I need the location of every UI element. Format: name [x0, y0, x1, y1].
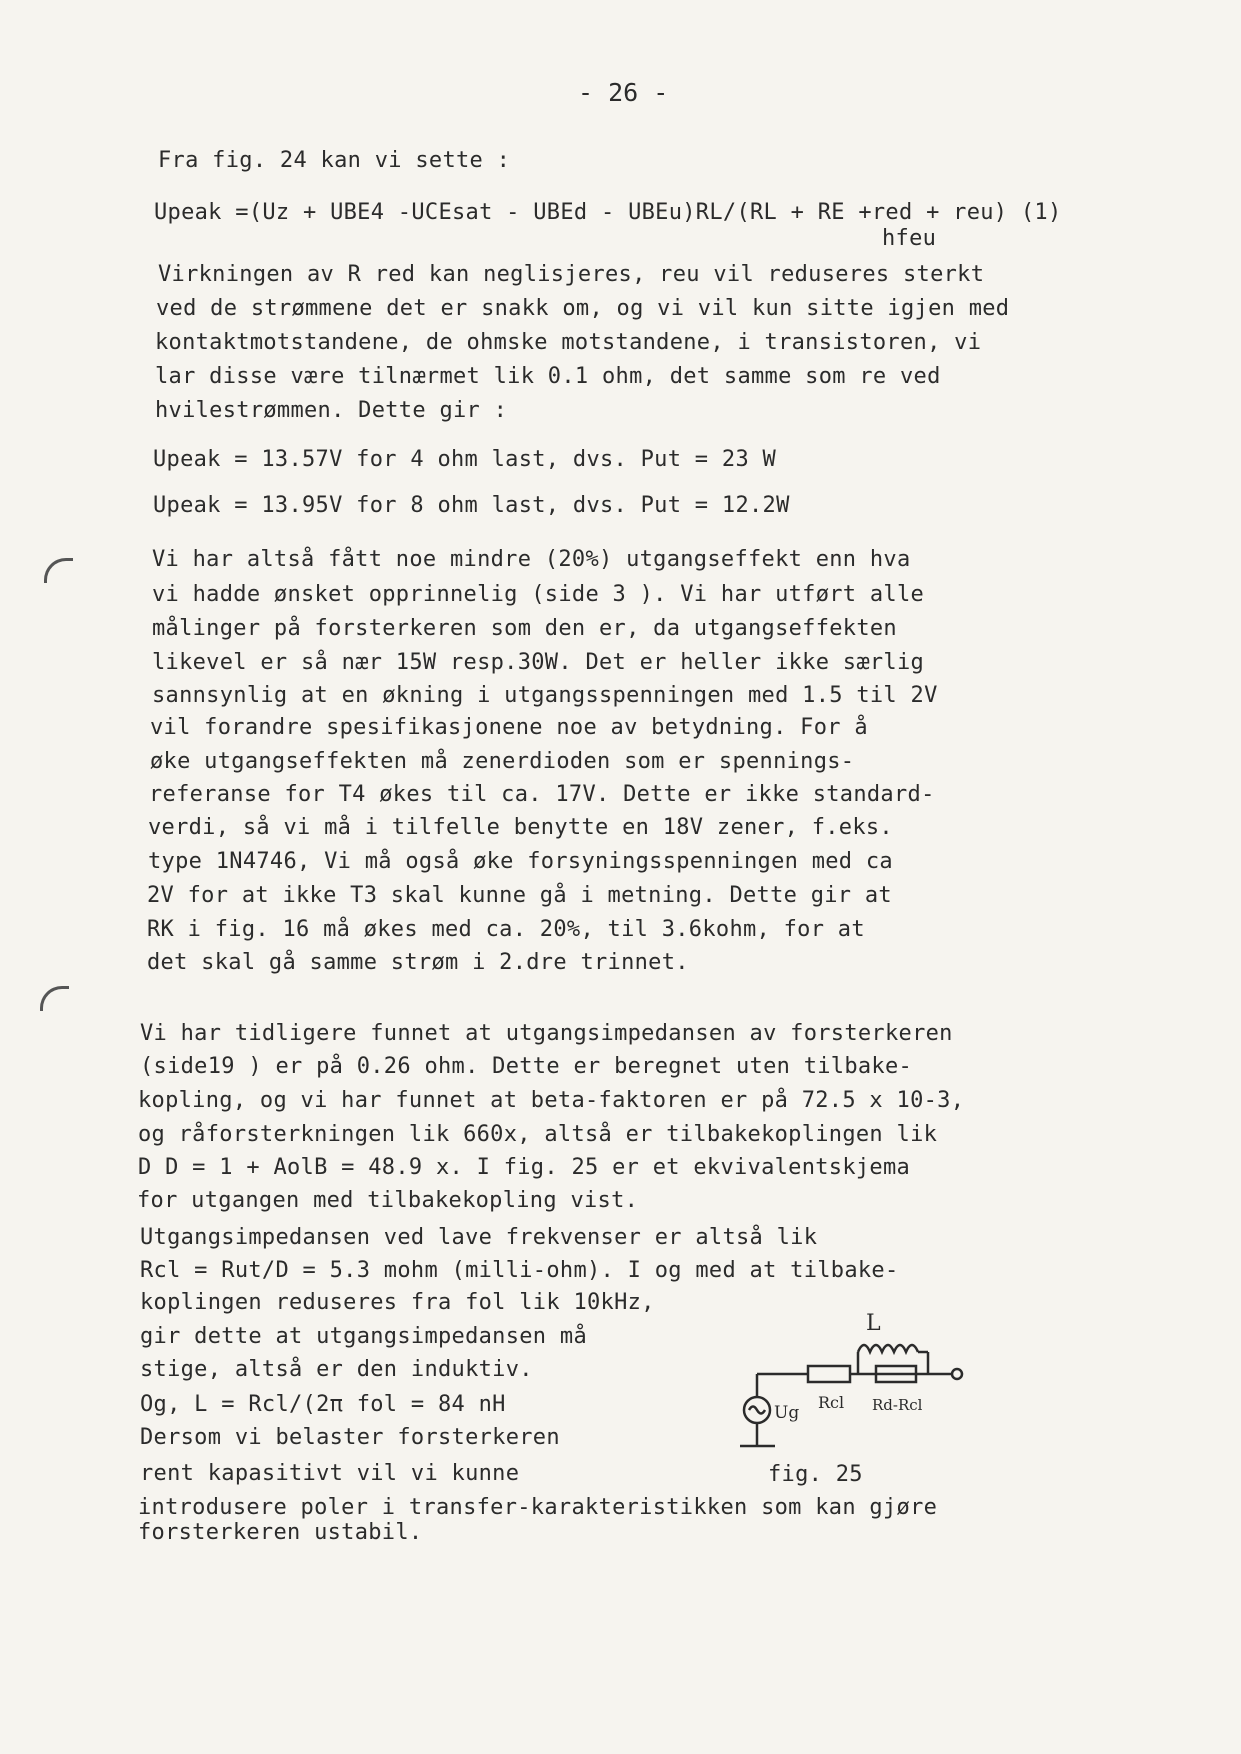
punch-hole-mark	[40, 986, 69, 1011]
para2-line: Vi har altså fått noe mindre (20%) utgangseffekt enn hva	[152, 547, 911, 572]
label-resistor-2: Rd-Rcl	[872, 1396, 923, 1414]
para1-line: ved de strømmene det er snakk om, og vi vil kun sitte igjen med	[156, 296, 1010, 321]
fig-25-schematic	[730, 1300, 990, 1470]
para2-line: 2V for at ikke T3 skal kunne gå i metning. Dette gir at	[147, 883, 892, 908]
label-source: Ug	[774, 1403, 800, 1423]
para3-line: rent kapasitivt vil vi kunne	[140, 1461, 520, 1486]
para3-line: Rcl = Rut/D = 5.3 mohm (milli-ohm). I og med at tilbake-	[140, 1258, 899, 1283]
para3-line: for utgangen med tilbakekopling vist.	[137, 1188, 639, 1213]
result-line: Upeak = 13.57V for 4 ohm last, dvs. Put = 23 W	[153, 447, 777, 472]
para1-line: Virkningen av R red kan neglisjeres, reu vil reduseres sterkt	[158, 262, 985, 287]
para3-line: og råforsterkningen lik 660x, altså er tilbakekoplingen lik	[138, 1122, 938, 1147]
para2-line: sannsynlig at en økning i utgangsspenningen med 1.5 til 2V	[152, 683, 938, 708]
para3-line: stige, altså er den induktiv.	[140, 1357, 533, 1382]
para3-line: forsterkeren ustabil.	[138, 1520, 423, 1545]
para3-line: Og, L = Rcl/(2π fol = 84 nH	[140, 1392, 506, 1417]
label-resistor-1: Rcl	[818, 1393, 845, 1412]
formula-1: Upeak =(Uz + UBE4 -UCEsat - UBEd - UBEu)RL/(RL + RE +red + reu) (1)	[154, 200, 1062, 225]
para1-line: hvilestrømmen. Dette gir :	[155, 398, 508, 423]
para2-line: vi hadde ønsket opprinnelig (side 3 ). Vi har utført alle	[152, 582, 925, 607]
intro-line: Fra fig. 24 kan vi sette :	[158, 148, 511, 173]
page-number: - 26 -	[578, 78, 669, 107]
para1-line: kontaktmotstandene, de ohmske motstandene, i transistoren, vi	[155, 330, 982, 355]
para2-line: RK i fig. 16 må økes med ca. 20%, til 3.6kohm, for at	[147, 917, 865, 942]
para2-line: vil forandre spesifikasjonene noe av betydning. For å	[150, 715, 868, 740]
para3-line: koplingen reduseres fra fol lik 10kHz,	[140, 1290, 655, 1315]
para2-line: referanse for T4 økes til ca. 17V. Dette er ikke standard-	[149, 782, 935, 807]
punch-hole-mark	[44, 558, 73, 583]
para2-line: likevel er så nær 15W resp.30W. Det er heller ikke særlig	[152, 650, 925, 675]
para3-line: Utgangsimpedansen ved lave frekvenser er altså lik	[140, 1225, 818, 1250]
para3-line: Vi har tidligere funnet at utgangsimpedansen av forsterkeren	[140, 1021, 953, 1046]
label-inductor: L	[866, 1311, 881, 1336]
para3-line: gir dette at utgangsimpedansen må	[140, 1324, 587, 1349]
result-line: Upeak = 13.95V for 8 ohm last, dvs. Put = 12.2W	[153, 493, 790, 518]
para1-line: lar disse være tilnærmet lik 0.1 ohm, det samme som re ved	[155, 364, 941, 389]
formula-1-denominator: hfeu	[882, 226, 937, 251]
para3-line: Dersom vi belaster forsterkeren	[140, 1425, 560, 1450]
para2-line: verdi, så vi må i tilfelle benytte en 18V zener, f.eks.	[148, 815, 893, 840]
para2-line: øke utgangseffekten må zenerdioden som er spennings-	[150, 749, 855, 774]
para3-line: (side19 ) er på 0.26 ohm. Dette er beregnet uten tilbake-	[140, 1054, 913, 1079]
para2-line: type 1N4746, Vi må også øke forsyningsspenningen med ca	[148, 849, 893, 874]
para3-line: kopling, og vi har funnet at beta-faktoren er på 72.5 x 10-3,	[138, 1088, 965, 1113]
para2-line: målinger på forsterkeren som den er, da utgangseffekten	[152, 616, 897, 641]
para3-line: introdusere poler i transfer-karakteristikken som kan gjøre	[138, 1495, 938, 1520]
para3-line: D D = 1 + AolB = 48.9 x. I fig. 25 er et ekvivalentskjema	[138, 1155, 911, 1180]
fig-25-caption: fig. 25	[768, 1462, 863, 1487]
para2-line: det skal gå samme strøm i 2.dre trinnet.	[147, 950, 689, 975]
